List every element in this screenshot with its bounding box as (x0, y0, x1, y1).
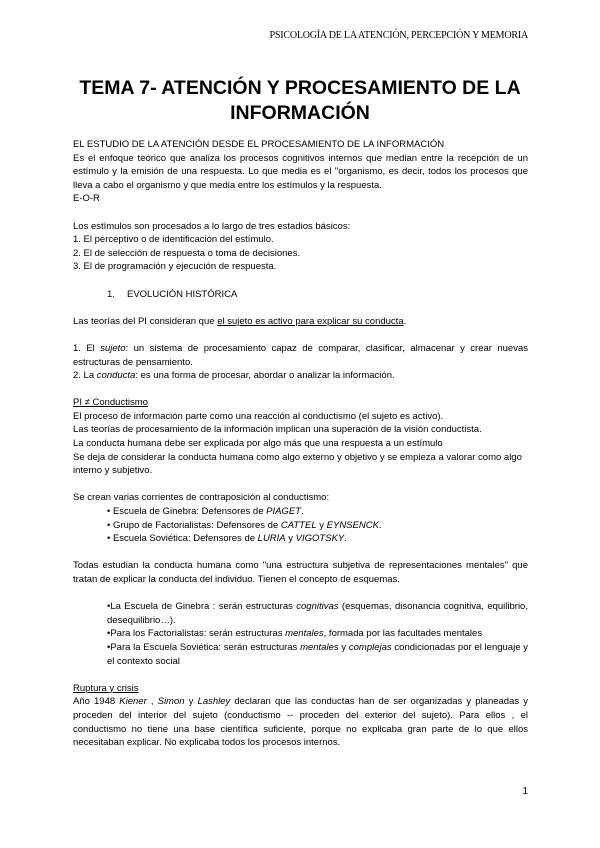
conductismo-line: Las teorías de procesamiento de la información implican una superación de la visión conductista. (73, 424, 482, 436)
title-line-2: INFORMACIÓN (230, 102, 370, 124)
corriente-ginebra: • Escuela de Ginebra: Defensores de PIAGET. (107, 506, 304, 518)
page-title (60, 76, 540, 126)
ruptura-heading: Ruptura y crisis (73, 682, 139, 694)
stages-intro: Los estímulos son procesados a lo largo de tres estadios básicos: (73, 220, 351, 232)
title-line-1: TEMA 7- ATENCIÓN Y PROCESAMIENTO DE LA (79, 77, 521, 99)
esquema-sovietica: •Para la Escuela Soviética: serán estructuras mentales y complejas condicionadas por el lenguaje y el contexto social (107, 641, 528, 667)
stage-item: 2. El de selección de respuesta o toma de decisiones. (73, 247, 301, 259)
ruptura-paragraph: Año 1948 Kiener , Simon y Lashley declaran que las conductas han de ser organizadas y planeadas y proceden del interior del sujeto (conductismo -- proceden del exterior del sujeto). Para ellos , el conductismo no tiene una base científica suficiente, porque no explicaba gran parte de lo que ellos necesitaban explicar. No explicaba todos los procesos internos. (73, 696, 528, 749)
conductismo-line: El proceso de información parte como una reacción al conductismo (el sujeto es activo). (73, 410, 444, 422)
conductismo-line: Se deja de considerar la conducta humana como algo externo y objetivo y se empieza a valorar como algo interno y subjetivo. (73, 451, 522, 477)
section-heading-evolucion (73, 288, 528, 302)
section-label: EVOLUCIÓN HISTÓRICA (127, 288, 238, 300)
corriente-factorialistas: • Grupo de Factorialistas: Defensores de CATTEL y EYNSENCK. (107, 519, 382, 531)
stage-item: 3. El de programación y ejecución de respuesta. (73, 261, 277, 273)
conductismo-line: La conducta humana debe ser explicada por algo más que una respuesta a un estímulo (73, 438, 443, 450)
sujeto-point: 1. El sujeto: un sistema de procesamiento capaz de comparar, clasificar, almacenar y crear nuevas estructuras de pensamiento. (73, 342, 528, 368)
section-number: 1. (107, 288, 115, 300)
esquema-ginebra: •La Escuela de Ginebra : serán estructuras cognitivas (esquemas, disonancia cognitiva, equilibrio, desequilibrio…). (107, 601, 528, 626)
corrientes-intro: Se crean varias corrientes de contraposición al conductismo: (73, 492, 330, 504)
document-body (73, 138, 528, 750)
esquema-factorialistas: •Para los Factorialistas: serán estructuras mentales, formada por las facultades mentales (107, 628, 483, 640)
conductismo-heading: PI ≠ Conductismo (73, 397, 148, 409)
page-number: 1 (522, 786, 528, 797)
corriente-sovietica: • Escuela Soviética: Defensores de LURIA y VIGOTSKY. (107, 533, 347, 545)
conducta-point: 2. La conducta: es una forma de procesar, abordar o analizar la información. (73, 370, 395, 382)
pi-underlined: el sujeto es activo para explicar su conducta (217, 315, 404, 327)
eor-label: E-O-R (73, 193, 100, 205)
pi-statement: Las teorías del PI consideran que el sujeto es activo para explicar su conducta. (73, 315, 407, 327)
intro-paragraph: Es el enfoque teórico que analiza los procesos cognitivos internos que median entre la recepción de un estímulo y la emisión de una respuesta. Lo que media es el "organismo, es decir, todos los procesos que lleva a cabo el organismo y que media entre los estímulos y la respuesta. (73, 152, 528, 191)
stage-item: 1. El perceptivo o de identificación del estímulo. (73, 234, 274, 246)
intro-heading: EL ESTUDIO DE LA ATENCIÓN DESDE EL PROCESAMIENTO DE LA INFORMACIÓN (73, 139, 445, 150)
running-header: PSICOLOGÍA DE LA ATENCIÓN, PERCEPCIÓN Y MEMORIA (269, 30, 528, 41)
esquemas-paragraph: Todas estudian la conducta humana como "una estructura subjetiva de representaciones mentales" que tratan de explicar la conducta del individuo. Tienen el concepto de esquemas. (73, 560, 528, 585)
